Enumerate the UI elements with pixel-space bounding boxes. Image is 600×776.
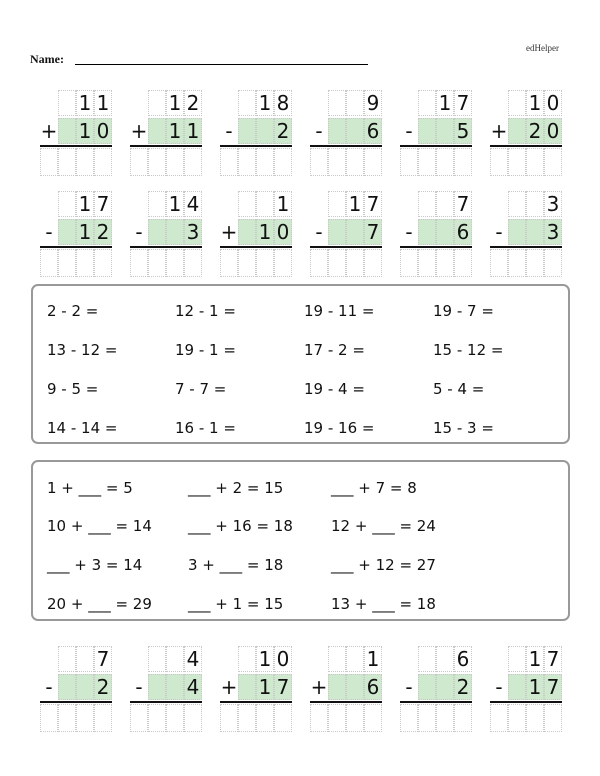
- vertical-problem: [310, 646, 382, 736]
- top-digit-cell: [328, 191, 346, 217]
- bottom-digit-cell: [166, 219, 184, 245]
- missing-addend-equation[interactable]: ___ + 7 = 8: [331, 479, 417, 497]
- missing-addend-equation[interactable]: ___ + 1 = 15: [188, 595, 284, 613]
- operator-sign: -: [495, 675, 503, 699]
- sum-line: [40, 701, 112, 703]
- bottom-digit-cell: [526, 219, 544, 245]
- answer-cell[interactable]: [364, 249, 382, 277]
- operator-sign: -: [405, 675, 413, 699]
- answer-cell[interactable]: [184, 704, 202, 732]
- bottom-digit-cell: [508, 219, 526, 245]
- vertical-problem: [490, 646, 562, 736]
- missing-addend-equation[interactable]: ___ + 16 = 18: [188, 517, 293, 535]
- top-digit-cell: 1: [436, 90, 454, 116]
- top-digit-cell: 1: [346, 191, 364, 217]
- missing-addend-equation[interactable]: ___ + 3 = 14: [47, 556, 143, 574]
- bottom-digit-cell: 2: [94, 219, 112, 245]
- answer-cell[interactable]: [256, 704, 274, 732]
- answer-cell[interactable]: [166, 148, 184, 176]
- operator-sign: -: [405, 220, 413, 244]
- answer-cell[interactable]: [508, 249, 526, 277]
- operator-sign: -: [45, 675, 53, 699]
- answer-cell[interactable]: [346, 148, 364, 176]
- subtraction-fact[interactable]: 5 - 4 =: [433, 380, 485, 398]
- top-digit-cell: 1: [94, 90, 112, 116]
- bottom-digit-cell: [58, 674, 76, 700]
- subtraction-facts-box: [31, 284, 570, 444]
- answer-cell[interactable]: [238, 148, 256, 176]
- answer-cell[interactable]: [76, 249, 94, 277]
- answer-cell[interactable]: [238, 249, 256, 277]
- vertical-problem: [400, 191, 472, 281]
- subtraction-fact[interactable]: 14 - 14 =: [47, 419, 118, 437]
- vertical-problem: [490, 191, 562, 281]
- answer-cell[interactable]: [526, 148, 544, 176]
- vertical-problems-row-1: [0, 90, 600, 180]
- bottom-digit-cell: [148, 219, 166, 245]
- top-digit-cell: 1: [76, 90, 94, 116]
- sum-line: [220, 145, 292, 147]
- vertical-problems-row-3: [0, 646, 600, 736]
- missing-addend-equation[interactable]: 12 + ___ = 24: [331, 517, 436, 535]
- top-digit-cell: [346, 90, 364, 116]
- bottom-digit-cell: [328, 118, 346, 144]
- answer-cell[interactable]: [184, 249, 202, 277]
- subtraction-fact[interactable]: 15 - 12 =: [433, 341, 504, 359]
- bottom-digit-cell: 1: [166, 118, 184, 144]
- answer-cell[interactable]: [310, 148, 328, 176]
- bottom-digit-cell: [346, 118, 364, 144]
- subtraction-fact[interactable]: 15 - 3 =: [433, 419, 494, 437]
- answer-cell[interactable]: [364, 148, 382, 176]
- answer-cell[interactable]: [526, 249, 544, 277]
- top-digit-cell: [76, 646, 94, 672]
- bottom-digit-cell: 6: [454, 219, 472, 245]
- answer-cell[interactable]: [454, 704, 472, 732]
- top-digit-cell: 7: [94, 191, 112, 217]
- bottom-digit-cell: [238, 674, 256, 700]
- top-digit-cell: 1: [76, 191, 94, 217]
- vertical-problem: [40, 90, 112, 180]
- top-digit-cell: [166, 646, 184, 672]
- vertical-problem: [40, 646, 112, 736]
- operator-sign: -: [225, 119, 233, 143]
- missing-addend-equation[interactable]: 20 + ___ = 29: [47, 595, 152, 613]
- vertical-problem: [220, 191, 292, 281]
- answer-cell[interactable]: [364, 704, 382, 732]
- answer-cell[interactable]: [508, 704, 526, 732]
- vertical-problem: [400, 90, 472, 180]
- answer-cell[interactable]: [130, 249, 148, 277]
- top-digit-cell: [346, 646, 364, 672]
- name-line: [75, 64, 368, 65]
- sum-line: [130, 701, 202, 703]
- vertical-problem: [490, 90, 562, 180]
- bottom-digit-cell: [238, 118, 256, 144]
- sum-line: [490, 145, 562, 147]
- answer-cell[interactable]: [148, 148, 166, 176]
- bottom-digit-cell: [58, 219, 76, 245]
- subtraction-fact[interactable]: 2 - 2 =: [47, 302, 99, 320]
- top-digit-cell: 1: [526, 90, 544, 116]
- answer-cell[interactable]: [418, 704, 436, 732]
- sum-line: [40, 145, 112, 147]
- top-digit-cell: [508, 646, 526, 672]
- bottom-digit-cell: 2: [274, 118, 292, 144]
- answer-cell[interactable]: [130, 704, 148, 732]
- top-digit-cell: [526, 191, 544, 217]
- answer-cell[interactable]: [220, 704, 238, 732]
- bottom-digit-cell: [418, 219, 436, 245]
- vertical-problem: [130, 191, 202, 281]
- missing-addend-equation[interactable]: 3 + ___ = 18: [188, 556, 284, 574]
- missing-addend-equation[interactable]: ___ + 12 = 27: [331, 556, 436, 574]
- answer-cell[interactable]: [490, 249, 508, 277]
- answer-cell[interactable]: [166, 249, 184, 277]
- subtraction-fact[interactable]: 19 - 11 =: [304, 302, 375, 320]
- answer-cell[interactable]: [274, 704, 292, 732]
- sum-line: [220, 246, 292, 248]
- vertical-problem: [310, 191, 382, 281]
- answer-cell[interactable]: [256, 249, 274, 277]
- bottom-digit-cell: [256, 118, 274, 144]
- answer-cell[interactable]: [220, 148, 238, 176]
- missing-addend-equation[interactable]: 1 + ___ = 5: [47, 479, 133, 497]
- top-digit-cell: [148, 90, 166, 116]
- subtraction-fact[interactable]: 17 - 2 =: [304, 341, 365, 359]
- bottom-digit-cell: [148, 674, 166, 700]
- operator-sign: -: [315, 220, 323, 244]
- answer-cell[interactable]: [94, 704, 112, 732]
- answer-cell[interactable]: [148, 249, 166, 277]
- missing-addend-box: [31, 460, 570, 621]
- answer-cell[interactable]: [544, 249, 562, 277]
- answer-cell[interactable]: [400, 249, 418, 277]
- bottom-digit-cell: [508, 118, 526, 144]
- bottom-digit-cell: 1: [256, 674, 274, 700]
- answer-cell[interactable]: [148, 704, 166, 732]
- top-digit-cell: [436, 191, 454, 217]
- top-digit-cell: [508, 191, 526, 217]
- bottom-digit-cell: 6: [364, 674, 382, 700]
- operator-sign: -: [135, 220, 143, 244]
- operator-sign: +: [40, 119, 58, 143]
- sum-line: [220, 701, 292, 703]
- top-digit-cell: [58, 191, 76, 217]
- sum-line: [130, 246, 202, 248]
- top-digit-cell: 0: [274, 646, 292, 672]
- top-digit-cell: [436, 646, 454, 672]
- top-digit-cell: 8: [274, 90, 292, 116]
- subtraction-fact[interactable]: 13 - 12 =: [47, 341, 118, 359]
- answer-cell[interactable]: [58, 704, 76, 732]
- bottom-digit-cell: 1: [184, 118, 202, 144]
- bottom-digit-cell: [148, 118, 166, 144]
- missing-addend-equation[interactable]: ___ + 2 = 15: [188, 479, 284, 497]
- operator-sign: +: [310, 675, 328, 699]
- sum-line: [130, 145, 202, 147]
- bottom-digit-cell: [346, 219, 364, 245]
- operator-sign: +: [130, 119, 148, 143]
- top-digit-cell: 7: [544, 646, 562, 672]
- operator-sign: +: [220, 675, 238, 699]
- bottom-digit-cell: 1: [526, 674, 544, 700]
- bottom-digit-cell: [418, 674, 436, 700]
- top-digit-cell: 7: [454, 90, 472, 116]
- operator-sign: -: [495, 220, 503, 244]
- vertical-problem: [400, 646, 472, 736]
- answer-cell[interactable]: [130, 148, 148, 176]
- bottom-digit-cell: [328, 219, 346, 245]
- bottom-digit-cell: 1: [76, 118, 94, 144]
- top-digit-cell: 4: [184, 191, 202, 217]
- answer-cell[interactable]: [328, 249, 346, 277]
- top-digit-cell: 7: [364, 191, 382, 217]
- bottom-digit-cell: [346, 674, 364, 700]
- top-digit-cell: [418, 646, 436, 672]
- sum-line: [400, 145, 472, 147]
- subtraction-fact[interactable]: 12 - 1 =: [175, 302, 236, 320]
- top-digit-cell: 1: [364, 646, 382, 672]
- bottom-digit-cell: 6: [364, 118, 382, 144]
- top-digit-cell: 1: [256, 90, 274, 116]
- top-digit-cell: [58, 90, 76, 116]
- sum-line: [490, 701, 562, 703]
- top-digit-cell: 1: [526, 646, 544, 672]
- top-digit-cell: 0: [544, 90, 562, 116]
- answer-cell[interactable]: [454, 148, 472, 176]
- top-digit-cell: 9: [364, 90, 382, 116]
- top-digit-cell: [238, 646, 256, 672]
- top-digit-cell: 2: [184, 90, 202, 116]
- top-digit-cell: 6: [454, 646, 472, 672]
- answer-cell[interactable]: [220, 249, 238, 277]
- operator-sign: +: [220, 220, 238, 244]
- answer-cell[interactable]: [526, 704, 544, 732]
- answer-cell[interactable]: [400, 704, 418, 732]
- vertical-problems-row-2: [0, 191, 600, 281]
- brand-text: edHelper: [526, 43, 559, 53]
- top-digit-cell: 1: [166, 191, 184, 217]
- top-digit-cell: 1: [256, 646, 274, 672]
- answer-cell[interactable]: [310, 249, 328, 277]
- bottom-digit-cell: 5: [454, 118, 472, 144]
- bottom-digit-cell: 7: [364, 219, 382, 245]
- bottom-digit-cell: 7: [544, 674, 562, 700]
- top-digit-cell: [148, 646, 166, 672]
- answer-cell[interactable]: [490, 148, 508, 176]
- answer-cell[interactable]: [94, 148, 112, 176]
- operator-sign: -: [135, 675, 143, 699]
- top-digit-cell: 4: [184, 646, 202, 672]
- bottom-digit-cell: 3: [544, 219, 562, 245]
- answer-cell[interactable]: [40, 704, 58, 732]
- bottom-digit-cell: 0: [94, 118, 112, 144]
- top-digit-cell: 3: [544, 191, 562, 217]
- bottom-digit-cell: [436, 118, 454, 144]
- sum-line: [310, 246, 382, 248]
- top-digit-cell: 1: [166, 90, 184, 116]
- vertical-problem: [130, 646, 202, 736]
- operator-sign: -: [315, 119, 323, 143]
- vertical-problem: [220, 90, 292, 180]
- answer-cell[interactable]: [328, 704, 346, 732]
- answer-cell[interactable]: [310, 704, 328, 732]
- top-digit-cell: [508, 90, 526, 116]
- vertical-problem: [220, 646, 292, 736]
- bottom-digit-cell: [238, 219, 256, 245]
- bottom-digit-cell: 2: [454, 674, 472, 700]
- vertical-problem: [40, 191, 112, 281]
- bottom-digit-cell: 7: [274, 674, 292, 700]
- operator-sign: -: [405, 119, 413, 143]
- bottom-digit-cell: 0: [274, 219, 292, 245]
- top-digit-cell: 7: [454, 191, 472, 217]
- answer-cell[interactable]: [256, 148, 274, 176]
- subtraction-fact[interactable]: 19 - 7 =: [433, 302, 494, 320]
- operator-sign: +: [490, 119, 508, 143]
- top-digit-cell: [418, 191, 436, 217]
- subtraction-fact[interactable]: 16 - 1 =: [175, 419, 236, 437]
- top-digit-cell: [328, 646, 346, 672]
- answer-cell[interactable]: [166, 704, 184, 732]
- answer-cell[interactable]: [94, 249, 112, 277]
- top-digit-cell: 7: [94, 646, 112, 672]
- subtraction-fact[interactable]: 19 - 1 =: [175, 341, 236, 359]
- answer-cell[interactable]: [508, 148, 526, 176]
- sum-line: [310, 701, 382, 703]
- top-digit-cell: [256, 191, 274, 217]
- vertical-problem: [130, 90, 202, 180]
- answer-cell[interactable]: [58, 249, 76, 277]
- missing-addend-equation[interactable]: 13 + ___ = 18: [331, 595, 436, 613]
- answer-cell[interactable]: [346, 704, 364, 732]
- answer-cell[interactable]: [544, 704, 562, 732]
- sum-line: [400, 701, 472, 703]
- bottom-digit-cell: 1: [256, 219, 274, 245]
- bottom-digit-cell: [328, 674, 346, 700]
- answer-cell[interactable]: [418, 249, 436, 277]
- answer-cell[interactable]: [184, 148, 202, 176]
- top-digit-cell: [418, 90, 436, 116]
- answer-cell[interactable]: [436, 148, 454, 176]
- vertical-problem: [310, 90, 382, 180]
- top-digit-cell: [238, 191, 256, 217]
- answer-cell[interactable]: [418, 148, 436, 176]
- answer-cell[interactable]: [76, 148, 94, 176]
- top-digit-cell: [328, 90, 346, 116]
- subtraction-fact[interactable]: 19 - 4 =: [304, 380, 365, 398]
- answer-cell[interactable]: [346, 249, 364, 277]
- missing-addend-equation[interactable]: 10 + ___ = 14: [47, 517, 152, 535]
- answer-cell[interactable]: [328, 148, 346, 176]
- answer-cell[interactable]: [436, 704, 454, 732]
- answer-cell[interactable]: [544, 148, 562, 176]
- answer-cell[interactable]: [400, 148, 418, 176]
- answer-cell[interactable]: [274, 249, 292, 277]
- sum-line: [400, 246, 472, 248]
- bottom-digit-cell: 0: [544, 118, 562, 144]
- answer-cell[interactable]: [490, 704, 508, 732]
- answer-cell[interactable]: [40, 249, 58, 277]
- top-digit-cell: [238, 90, 256, 116]
- bottom-digit-cell: [418, 118, 436, 144]
- bottom-digit-cell: 2: [526, 118, 544, 144]
- subtraction-fact[interactable]: 7 - 7 =: [175, 380, 227, 398]
- bottom-digit-cell: [508, 674, 526, 700]
- operator-sign: -: [45, 220, 53, 244]
- bottom-digit-cell: [58, 118, 76, 144]
- bottom-digit-cell: [436, 674, 454, 700]
- answer-cell[interactable]: [40, 148, 58, 176]
- answer-cell[interactable]: [454, 249, 472, 277]
- bottom-digit-cell: 3: [184, 219, 202, 245]
- subtraction-fact[interactable]: 9 - 5 =: [47, 380, 99, 398]
- subtraction-fact[interactable]: 19 - 16 =: [304, 419, 375, 437]
- bottom-digit-cell: 2: [94, 674, 112, 700]
- sum-line: [40, 246, 112, 248]
- answer-cell[interactable]: [76, 704, 94, 732]
- answer-cell[interactable]: [436, 249, 454, 277]
- name-label: Name:: [30, 52, 64, 66]
- answer-cell[interactable]: [238, 704, 256, 732]
- bottom-digit-cell: 4: [184, 674, 202, 700]
- top-digit-cell: 1: [274, 191, 292, 217]
- bottom-digit-cell: [436, 219, 454, 245]
- answer-cell[interactable]: [274, 148, 292, 176]
- bottom-digit-cell: [166, 674, 184, 700]
- sum-line: [490, 246, 562, 248]
- top-digit-cell: [148, 191, 166, 217]
- answer-cell[interactable]: [58, 148, 76, 176]
- sum-line: [310, 145, 382, 147]
- bottom-digit-cell: 1: [76, 219, 94, 245]
- bottom-digit-cell: [76, 674, 94, 700]
- top-digit-cell: [58, 646, 76, 672]
